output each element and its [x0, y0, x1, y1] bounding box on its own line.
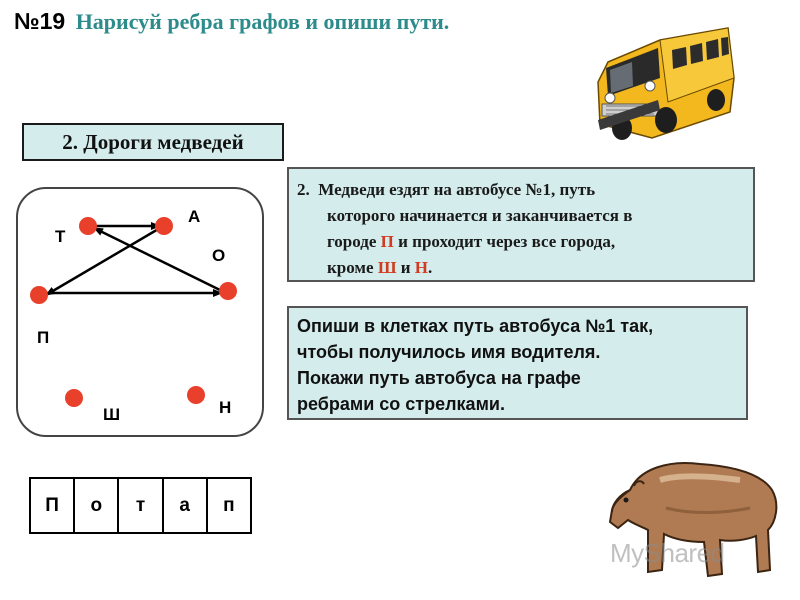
section-label: 2. Дороги медведей [22, 123, 284, 161]
node-label-sh: Ш [103, 405, 121, 424]
bus-illustration [588, 20, 738, 145]
graph-node-a[interactable] [155, 217, 173, 235]
statement-box [287, 167, 755, 282]
statement-text-3a: городе [327, 232, 381, 251]
node-label-a: А [188, 207, 201, 226]
answer-cell-4[interactable]: а [162, 479, 206, 532]
answer-cell-3[interactable]: т [117, 479, 161, 532]
statement-line-3 [297, 229, 743, 255]
instruction-line-2: чтобы получилось имя водителя. [297, 342, 601, 362]
graph-node-o[interactable] [219, 282, 237, 300]
statement-text-3b: и проходит через все города, [393, 232, 616, 251]
watermark: MyShared [610, 538, 725, 568]
node-label-o: О [212, 246, 226, 265]
graph-node-n[interactable] [187, 386, 205, 404]
statement-number: 2. [297, 180, 310, 199]
statement-text-4c: . [428, 258, 433, 277]
node-label-n: Н [219, 398, 232, 417]
statement-text-4b: и [396, 258, 415, 277]
node-label-p: П [37, 328, 50, 347]
statement-line-1 [297, 180, 595, 199]
answer-cell-1[interactable]: П [45, 494, 59, 516]
task-title: Нарисуй ребра графов и опиши пути. [75, 9, 450, 34]
statement-text-4a: кроме [327, 258, 378, 277]
except-city-2: Н [414, 258, 429, 277]
bear-illustration [600, 450, 785, 590]
task-number: №19 [14, 8, 66, 34]
node-label-t: Т [55, 227, 66, 246]
city-start-highlight: П [380, 232, 394, 251]
graph-node-t[interactable] [79, 217, 97, 235]
except-city-1: Ш [377, 258, 397, 277]
answer-grid [29, 477, 252, 534]
instruction-line-1: Опиши в клетках путь автобуса №1 так, [297, 316, 654, 336]
instruction-line-3: Покажи путь автобуса на графе [297, 368, 581, 388]
graph-node-sh[interactable] [65, 389, 83, 407]
instruction-line-4: ребрами со стрелками. [297, 394, 505, 414]
graph-node-p[interactable] [30, 286, 48, 304]
statement-line-4 [297, 255, 743, 281]
answer-cell-5[interactable]: п [206, 479, 250, 532]
statement-text-1: Медведи ездят на автобусе №1, путь [318, 180, 596, 199]
instruction-box [287, 306, 748, 420]
statement-line-2: которого начинается и заканчивается в [327, 206, 633, 225]
page-title [14, 8, 449, 38]
answer-cell-2[interactable]: о [73, 479, 117, 532]
edge-o-t [94, 228, 222, 291]
